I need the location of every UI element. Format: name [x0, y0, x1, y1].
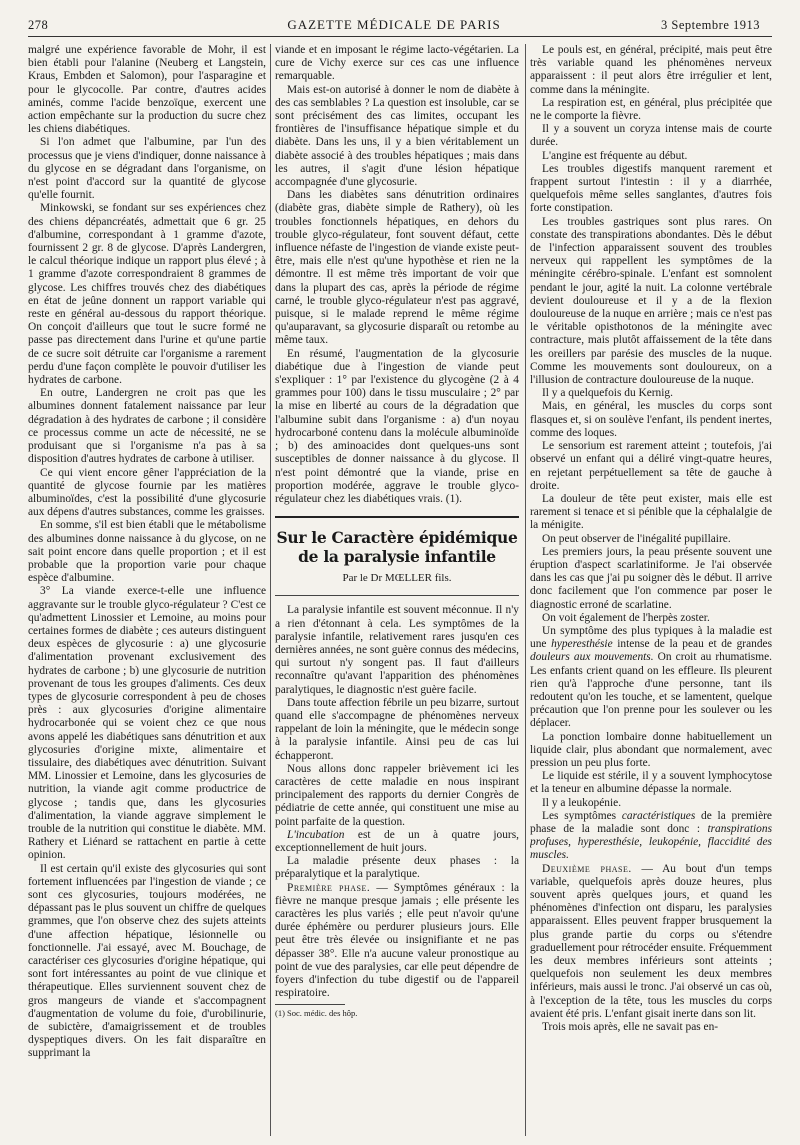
paragraph: Dans les diabètes sans dénutrition ordinaires (diabète gras, diabète simple de Rathery), où les troubles fonctionnels hépatiques, en dehors du trouble glyco-régulateur, font souvent défaut, cette influence néfaste de l'ingestion de viande existe peut-être, mais elle n'est qu'une hypothèse et rien ne la démontre. Il est même très important de voir que dans la plupart des cas, après la période de régime carné, le trouble glyco-régulateur n'est pas aggravé, puisque, si le malade reprend le même régime qu'auparavant, sa glycosurie disparaît ou retombe au même taux.: [275, 189, 519, 347]
column-divider: [525, 44, 526, 1136]
paragraph: Les troubles digestifs manquent rarement et frappent surtout l'intestin : il y a diarrhée, quelquefois même selles sanglantes, d'autres fois forte constipation.: [530, 162, 772, 215]
paragraph-text: de la première phase de la maladie sont donc :: [530, 809, 772, 835]
paragraph-text: Un symptôme des plus typiques à la maladie est une: [530, 624, 772, 651]
column-1: [28, 44, 266, 1136]
article-title-line-2: de la paralysie infantile: [298, 547, 496, 567]
section-label: Première phase.: [287, 881, 371, 894]
paragraph-text: On croit au rhumatisme. Les enfants crient quand on les effleure. Ils pleurent rien qu'à l'approche d'une personne, tant ils redoutent qu'on les touche, et se lamentent, quelque précaution que l'on prenne pour les soulever ou les déplacer.: [530, 651, 772, 730]
page-number: 278: [28, 18, 49, 32]
paragraph: En outre, Landergren ne croit pas que les albumines donnent fatalement naissance par leur dégradation à des hydrates de carbone ; il considère ce processus comme un acte de nécessité, ne se produisant que si l'organisme n'a pas à sa disposition d'autres hydrates de carbone à utiliser.: [28, 387, 266, 466]
article-title-line-1: Sur le Caractère épidémique: [276, 528, 518, 548]
paragraph: La paralysie infantile est souvent méconnue. Il n'y a rien d'étonnant à cela. Les symptômes de la paralysie infantile, relativement rares jusqu'en ces dernières années, ne sont guère connus des médecins, qui surtout n'y songent pas. Il faut d'ailleurs reconnaître qu'avant l'apparition des phénomènes paralytiques, le diagnostic n'est guère facile.: [275, 604, 519, 696]
article-heading: [275, 516, 519, 596]
italic-term: caractéristiques: [621, 809, 696, 822]
italic-term: hyperesthésie: [551, 638, 613, 651]
paragraph: La maladie présente deux phases : la préparalytique et la paralytique.: [275, 855, 519, 881]
paragraph: Il y a souvent un coryza intense mais de courte durée.: [530, 123, 772, 149]
paragraph: Les troubles gastriques sont plus rares. On constate des transpirations abondantes. Dès le début de l'infection apparaissent souvent des troubles nerveux qui rappellent les symptômes de la méningite cérébro-spinale. L'enfant est somnolent pendant le jour, agité la nuit. La colonne vertébrale devient douloureuse et il y a de la flexion douloureuse de la nuque en arrière ; mais ce n'est pas le véritable opisthotonos de la méningite avec contracture, mais plutôt affaissement de la tête dans les oreillers par parésie des muscles de la nuque. Comme les mouvements sont douloureux, on a l'illusion de contracture douloureuse de la nuque.: [530, 215, 772, 387]
paragraph-text: — Au bout d'un temps variable, quelquefois après douze heures, plus souvent après quelques jours, et quand les phénomènes d'infection ont disparu, les paralysies apparaissent. Elles peuvent frapper brusquement la plus grande partie du corps ou s'étendre graduellement pour rétrocéder ensuite. Fréquemment les deux membres inférieurs sont atteints ; quelquefois non seulement les deux membres inférieurs, mais aussi le tronc. J'ai observé un cas où, à l'exception de la tête, tous les muscles du corps avaient été pris. L'enfant gisait inerte dans son lit.: [530, 862, 772, 1020]
paragraph: Mais est-on autorisé à donner le nom de diabète à des cas semblables ? La question est insoluble, car se sont précisément des cas limites, occupant les frontières de l'insuffisance hépatique simple et du diabète. Dans les uns, il y a bien véritablement un diabète associé à des troubles hépatiques ; mais dans les autres, il s'agit d'une lésion hépatique accompagnée d'une glycosurie.: [275, 83, 519, 189]
paragraph-text: est de un à quatre jours, exceptionnellement de huit jours.: [275, 828, 519, 854]
column-3: [530, 44, 772, 1136]
article-author: Par le Dr MŒLLER fils.: [342, 572, 452, 585]
paragraph: Si l'on admet que l'albumine, par l'un des processus que je viens d'indiquer, donne naissance à du glycose en se dégradant dans l'organisme, on n'est point d'accord sur la quantité de glycose qu'elle fournit.: [28, 136, 266, 202]
paragraph: Minkowski, se fondant sur ses expériences chez des chiens dépancréatés, admettait que 6 gr. 25 d'albumine, correspondant à 1 gramme d'azote, fournissent 2 gr. 8 de glycose. D'après Landergren, le calcul théorique indique un rapport plus élevé ; à 1 gramme d'azote correspondraient 8 grammes de glycose. Les chiffres trouvés chez des diabétiques en état de jeûne donnent un rapport variable qui reste en général au-dessous du rapport théorique. On conçoit d'ailleurs que tout le sucre formé ne passe pas directement dans l'urine et qu'une partie de ce sucre soit détruite car l'organisme a rarement perdu d'une façon complète le pouvoir d'utiliser les hydrates de carbone.: [28, 202, 266, 387]
footnote: (1) Soc. médic. des hôp.: [275, 1008, 358, 1019]
italic-term: douleurs aux mouvements.: [530, 651, 654, 664]
section-label: Deuxième phase.: [542, 862, 632, 875]
paragraph: Il y a leukopénie.: [542, 796, 622, 809]
issue-date: 3 Septembre 1913: [661, 18, 760, 32]
paragraph: Mais, en général, les muscles du corps sont flasques et, si on soulève l'enfant, ils pendent inertes, comme des loques.: [530, 400, 772, 439]
paragraph: Le liquide est stérile, il y a souvent lymphocytose et la teneur en albumine dépasse la normale.: [530, 770, 772, 796]
italic-term: transpirations profuses, hyperesthésie, leukopénie, flaccidité des muscles.: [530, 822, 772, 862]
column-divider: [270, 44, 271, 1136]
paragraph-text: Les symptômes: [542, 809, 622, 822]
paragraph: Le pouls est, en général, précipité, mais peut être très variable quand les phénomènes nerveux apparaissent : il peut alors être irrégulier et lent, comme dans la méningite.: [530, 44, 772, 96]
paragraph: 3° La viande exerce-t-elle une influence aggravante sur le trouble glyco-régulateur ? C'est ce qu'admettent Linossier et Lemoine, au moins pour certaines formes de diabète ; ces auteurs distinguent deux espèces de glycosurie : a) une glycosurie d'alimentation provenant exclusivement des hydrates de carbone ; b) une glycosurie de nutrition provenant de tous les groupes d'aliments. Ces deux types de glycosurie correspondent à peu de choses près : aux glycosuries d'origine alimentaire hydrocarbonée qui se voient chez ce que nous avons appelé les diabétiques sans dénutrition et aux glycosuries d'origine mixte, alimentaire et tissulaire, des diabétiques avec dénutrition. Suivant MM. Linossier et Lemoine, dans les glycosuries de nutrition, la viande agit comme productrice de glycose ; tandis que, dans les glycosuries d'alimentation, la viande aggrave simplement le trouble de la nutrition qui constitue le diabète. MM. Rathery et Liénard se rattachent en partie à cette opinion.: [28, 585, 266, 862]
paragraph: Nous allons donc rappeler brièvement ici les caractères de cette maladie en nous inspirant principalement des rapports du dernier Congrès de pédiatrie de cette année, qui constituent une mise au point parfaite de la question.: [275, 762, 519, 828]
paragraph: [530, 625, 772, 731]
paragraph-text: — Symptômes généraux : la fièvre ne manque presque jamais ; elle présente les caractères les plus variés ; elle peut n'avoir qu'une durée éphémère ou perdurer plusieurs jours. Elle peut être très élevée ou insignifiante et ne pas dépasser 38°. Elle n'a aucune valeur pronostique au point de vue des paralysies, car elle peut dépendre de foyers d'infection du tube digestif ou de l'appareil respiratoire.: [275, 881, 519, 1000]
paragraph: La ponction lombaire donne habituellement un liquide clair, plus abondant que normalement, avec pression un peu plus forte.: [530, 730, 772, 769]
header-rule: [28, 36, 772, 37]
paragraph: [275, 882, 519, 1001]
paragraph: malgré une expérience favorable de Mohr, il est bien établi pour l'alanine (Neuberg et Langstein, Kraus, Embden et Salomon), pour l'asparagine et pour le glycocolle. Par contre, d'autres acides aminés, comme l'acide benzoïque, exercent une action empêchante sur la production du sucre chez les chiens diabétiques.: [28, 44, 266, 136]
paragraph: Il y a quelquefois du Kernig.: [542, 387, 673, 400]
paragraph: Ce qui vient encore gêner l'appréciation de la quantité de glycose fournie par les matières albuminoïdes, c'est la possibilité d'une glycosurie aux dépens d'autres substances, comme les graisses.: [28, 466, 266, 519]
paragraph: La respiration est, en général, plus précipitée que ne le comporte la fièvre.: [530, 96, 772, 123]
paragraph: En résumé, l'augmentation de la glycosurie diabétique due à l'ingestion de viande peut s'expliquer : 1° par l'existence du glycogène (2 à 4 grammes pour 100) dans le tissu musculaire ; 2° par la mise en liberté au cours de la dégradation que l'albumine subit dans l'organisme : a) d'un noyau hydrocarboné contenu dans la molécule albuminoïde ; b) des aminoacides dont quelques-uns sont susceptibles de donner naissance à du glycose. Il n'est point démontré que la viande, prise en proportion modérée, aggrave le trouble glyco-régulateur chez les diabétiques vrais. (1).: [275, 347, 519, 505]
running-header: [28, 14, 760, 36]
column-2: [275, 44, 519, 1136]
footnote-rule: [275, 1004, 345, 1005]
paragraph: [275, 829, 519, 855]
paragraph: On peut observer de l'inégalité pupillaire.: [542, 532, 731, 545]
paragraph: Dans toute affection fébrile un peu bizarre, surtout quand elle s'accompagne de phénomènes nerveux rappelant de loin la méningite, que le médecin songe à la paralysie infantile. Ainsi peu de cas lui échapperont.: [275, 696, 519, 762]
paragraph: L'angine est fréquente au début.: [542, 149, 688, 162]
paragraph: Trois mois après, elle ne savait pas en-: [542, 1021, 719, 1034]
paragraph: Les premiers jours, la peau présente souvent une éruption d'aspect scarlatiniforme. Je l'ai observée dans les cas que j'ai pu soigner dès le début. Il arrive donc facilement que l'on commence par poser le diagnostic erroné de scarlatine.: [530, 545, 772, 611]
paragraph: [530, 810, 772, 863]
paragraph-text: intense de la peau et de grandes: [612, 638, 772, 651]
paragraph: viande et en imposant le régime lacto-végétarien. La cure de Vichy exerce sur ces cas une influence remarquable.: [275, 44, 519, 83]
italic-term: L'incubation: [287, 828, 345, 841]
journal-title: GAZETTE MÉDICALE DE PARIS: [287, 17, 501, 32]
paragraph: [530, 863, 772, 1021]
paragraph: La douleur de tête peut exister, mais elle est rarement si tenace et si pénible que la céphalalgie de la ménigite.: [530, 492, 772, 532]
paragraph: En somme, s'il est bien établi que le métabolisme des albumines donne naissance à du glycose, on ne sait point encore dans quelle proportion ; et il est probable que la proportion varie pour chaque espèce d'albumine.: [28, 519, 266, 585]
paragraph: Le sensorium est rarement atteint ; toutefois, j'ai observé un enfant qui a déliré vingt-quatre heures, en rejetant perpétuellement sa tête de gauche à droite.: [530, 440, 772, 492]
paragraph: On voit également de l'herpès zoster.: [542, 611, 710, 624]
paragraph: Il est certain qu'il existe des glycosuries qui sont fortement influencées par l'ingestion de viande ; ce sont ces glycosuries, toujours modérées, ne dépassant pas le plus souvent un chiffre de quelques grammes, que l'on observe chez des sujets atteints d'une affection hépatique, lésionnelle ou fonctionnelle. J'ai essayé, avec M. Bouchage, de caractériser ces glycosuries d'origine hépatique, qui sont fort intéressantes au point de vue clinique et thérapeutique. Elles surviennent souvent chez de gros mangeurs de viande et s'accompagnent d'augmentation de volume du foie, d'urobilinurie, de subictère, d'amaigrissement et de troubles dyspeptiques divers. On les fait disparaître en supprimant la: [28, 862, 266, 1060]
